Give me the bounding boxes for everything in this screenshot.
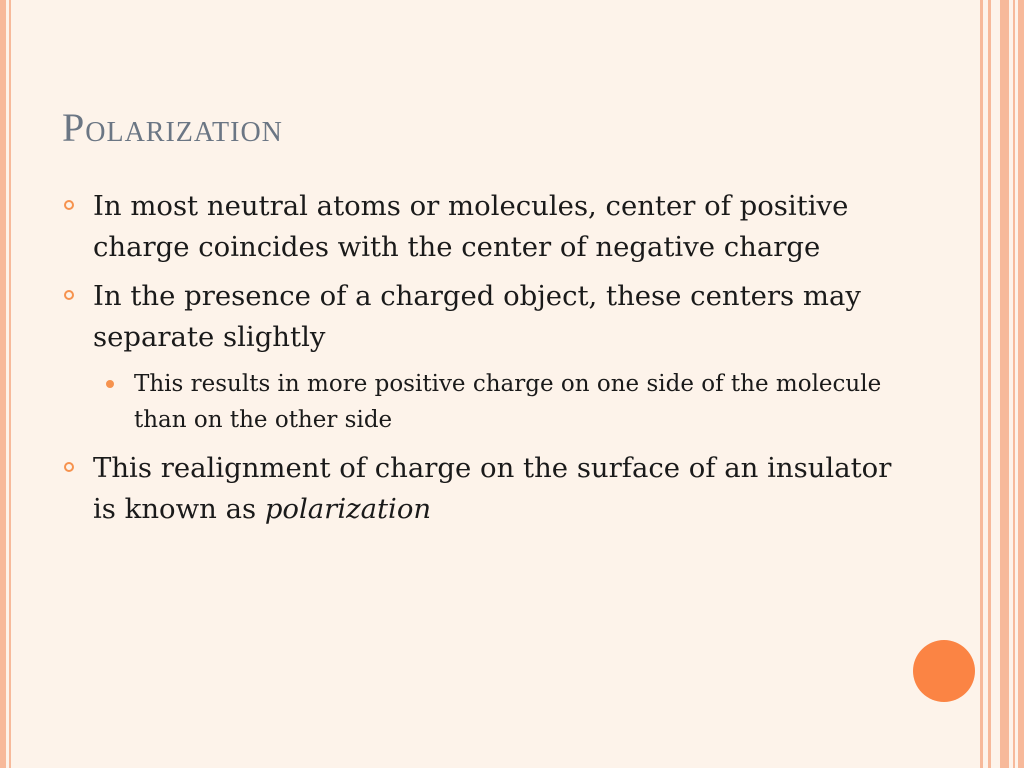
emphasis-term: polarization xyxy=(264,493,432,525)
right-stripe-5 xyxy=(1018,0,1024,768)
ring-bullet-icon xyxy=(64,462,74,472)
left-stripe-thin xyxy=(9,0,11,768)
bullet-text: In most neutral atoms or molecules, center of positive charge coincides with the center of negative charge xyxy=(93,190,849,263)
ring-bullet-icon xyxy=(64,290,74,300)
slide-title: Polarization xyxy=(62,105,283,150)
bullet-list xyxy=(62,186,892,538)
right-stripe-2 xyxy=(988,0,991,768)
bullet-item xyxy=(62,448,892,530)
left-stripe-thick xyxy=(0,0,6,768)
right-stripe-4 xyxy=(1013,0,1015,768)
sub-bullet-text: This results in more positive charge on one side of the molecule than on the other side xyxy=(134,371,882,433)
sub-bullet-item xyxy=(104,366,892,438)
bullet-text: This realignment of charge on the surface of an insulator is known as xyxy=(93,452,892,525)
ring-bullet-icon xyxy=(64,200,74,210)
bullet-item xyxy=(62,276,892,358)
bullet-text: In the presence of a charged object, these centers may separate slightly xyxy=(93,280,861,353)
dot-bullet-icon xyxy=(106,380,114,388)
decorative-circle xyxy=(913,640,975,702)
right-stripe-1 xyxy=(980,0,983,768)
bullet-item xyxy=(62,186,892,268)
right-stripe-3 xyxy=(1000,0,1009,768)
